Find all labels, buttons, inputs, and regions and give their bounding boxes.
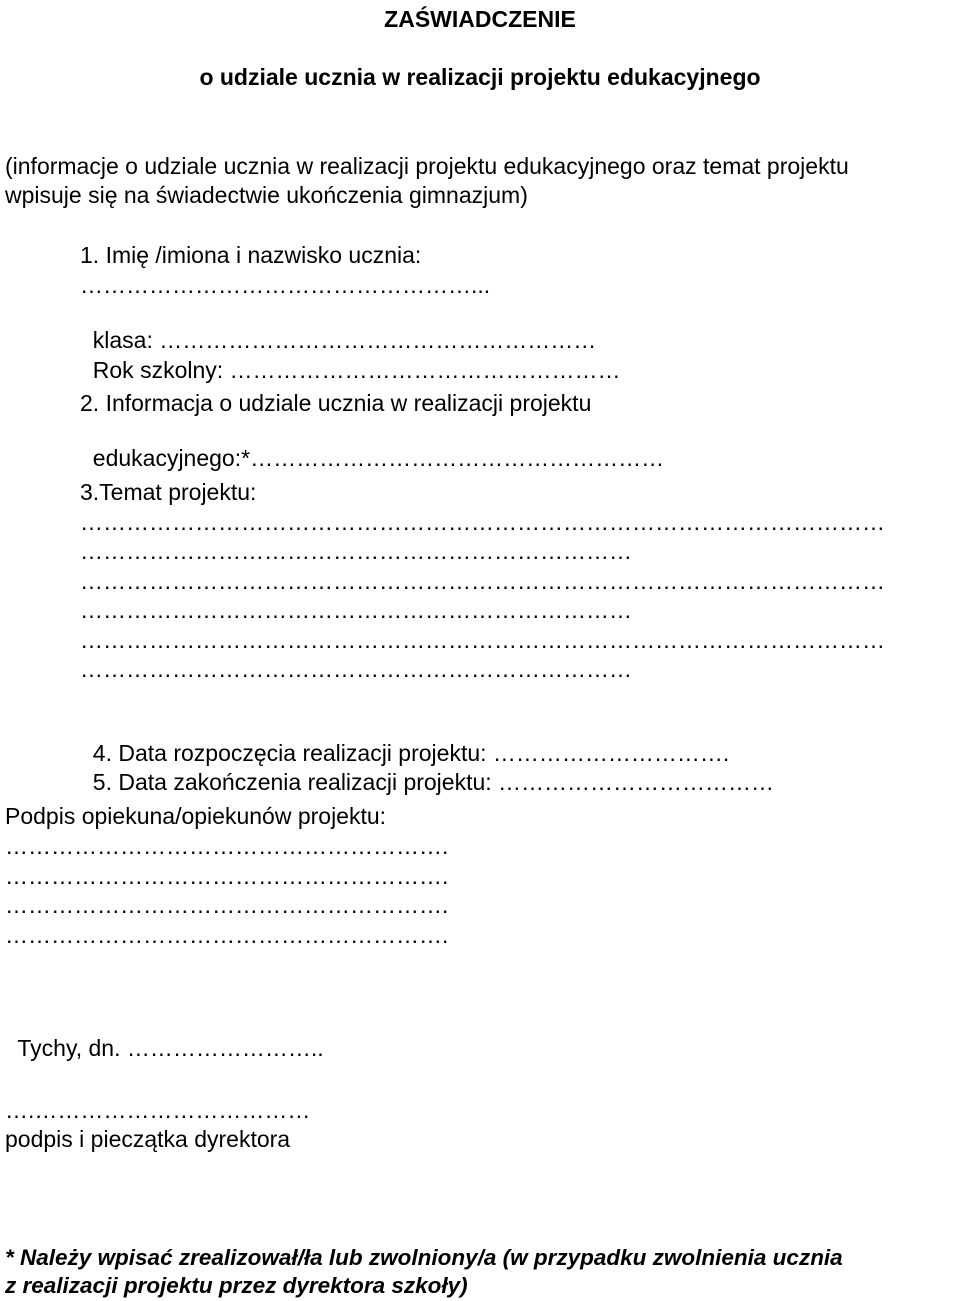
student-name-label: 1. Imię /imiona i nazwisko ucznia: [80, 242, 422, 268]
supervisor-signature-line[interactable]: …………………………………………………. [5, 863, 449, 889]
project-topic-line[interactable]: ……………………………………………………………… [80, 597, 632, 623]
document-title: ZAŚWIADCZENIE [384, 6, 576, 32]
document-subtitle: o udziale ucznia w realizacji projektu edukacyjnego [199, 64, 761, 90]
end-date-label: 5. Data zakończenia realizacji projektu: [92, 769, 499, 795]
student-name-field[interactable]: ……………………………………………... [80, 272, 491, 298]
school-year-label: Rok szkolny: [92, 357, 230, 383]
supervisor-signature-line[interactable]: …………………………………………………. [5, 833, 449, 859]
project-topic-line[interactable]: …………………………………………………………………………………………… [80, 568, 885, 594]
supervisor-signature-label: Podpis opiekuna/opiekunów projektu: [5, 803, 387, 829]
participation-label-cont: edukacyjnego:* [92, 445, 251, 471]
place-date-label: Tychy, dn. [17, 1035, 127, 1061]
class-label: klasa: [92, 327, 160, 353]
footnote-line-2: z realizacji projektu przez dyrektora szkoły) [5, 1273, 468, 1298]
director-signature-field[interactable]: ….……………………………… [5, 1097, 311, 1123]
start-date-label: 4. Data rozpoczęcia realizacji projektu: [92, 740, 493, 766]
start-date-field[interactable]: …………………………. [492, 740, 730, 766]
director-signature-label: podpis i pieczątka dyrektora [5, 1126, 291, 1152]
end-date-row [80, 743, 774, 795]
participation-row [80, 419, 664, 471]
supervisor-signature-line[interactable]: …………………………………………………. [5, 922, 449, 948]
place-date-field[interactable]: …………………….. [126, 1035, 324, 1061]
project-topic-line[interactable]: …………………………………………………………………………………………… [80, 509, 885, 535]
class-field[interactable]: ………………………………………………… [159, 327, 597, 353]
school-year-field[interactable]: …………………………………………… [229, 357, 621, 383]
project-topic-label: 3.Temat projektu: [80, 479, 257, 505]
supervisor-signature-line[interactable]: …………………………………………………. [5, 892, 449, 918]
intro-line-2: wpisuje się na świadectwie ukończenia gimnazjum) [5, 182, 528, 208]
intro-line-1: (informacje o udziale ucznia w realizacji projektu edukacyjnego oraz temat projektu [5, 153, 849, 179]
participation-field[interactable]: ……………………………………………… [250, 445, 665, 471]
place-date-row [5, 1009, 324, 1061]
school-year-row [80, 331, 621, 383]
project-topic-line[interactable]: ……………………………………………………………… [80, 538, 632, 564]
project-topic-line[interactable]: …………………………………………………………………………………………… [80, 627, 885, 653]
end-date-field[interactable]: ……………………………… [498, 769, 775, 795]
project-topic-line[interactable]: ……………………………………………………………… [80, 656, 632, 682]
participation-label: 2. Informacja o udziale ucznia w realizacji projektu [80, 390, 592, 416]
footnote-line-1: * Należy wpisać zrealizował/ła lub zwolniony/a (w przypadku zwolnienia ucznia [5, 1245, 843, 1270]
